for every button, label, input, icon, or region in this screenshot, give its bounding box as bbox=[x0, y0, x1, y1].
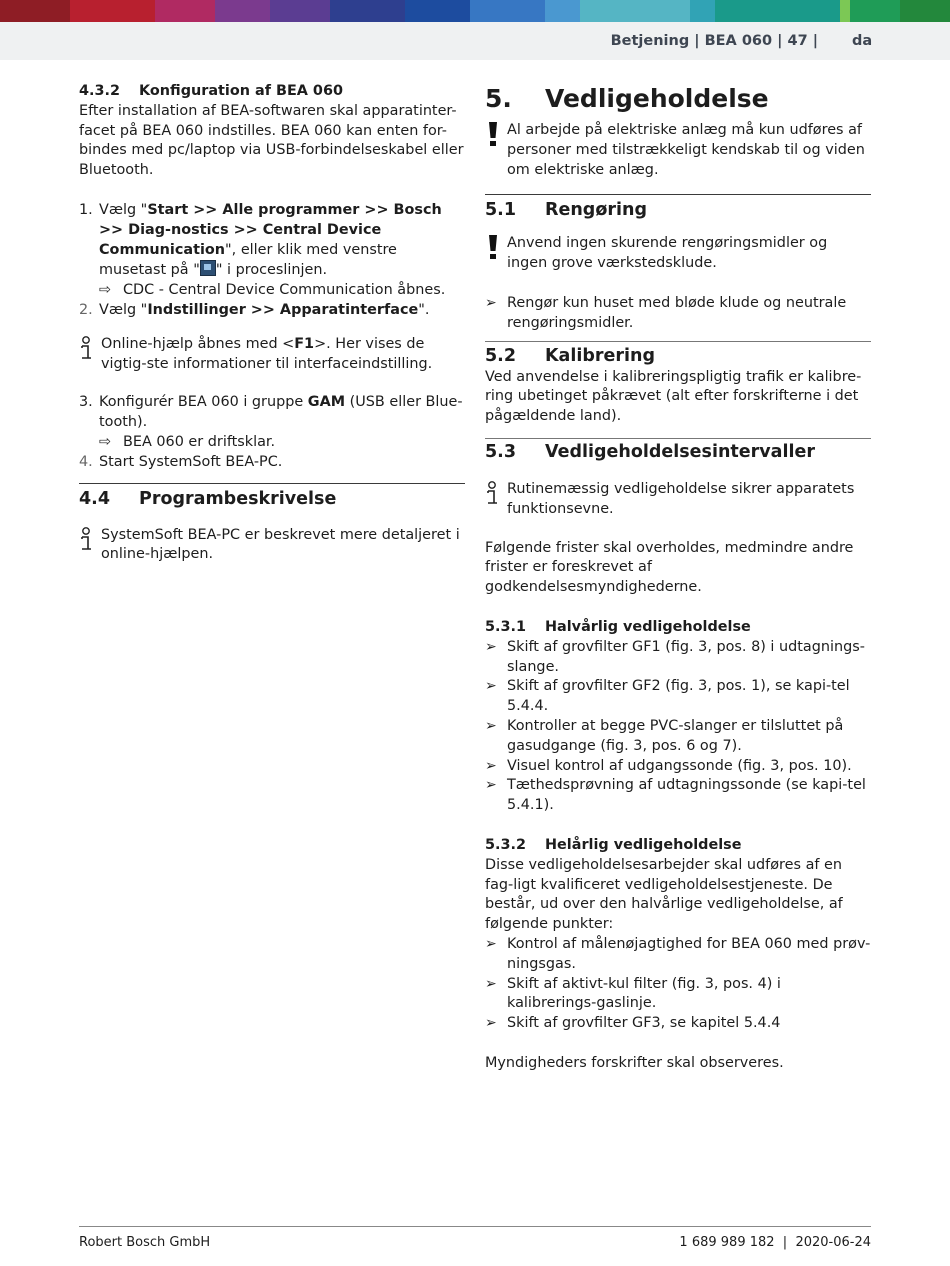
band-segment bbox=[70, 0, 155, 22]
section-5-2-heading: 5.2 Kalibrering bbox=[485, 345, 656, 366]
bullet-item: ➢ Skift af grovfilter GF1 (fig. 3, pos. 8) i udtagnings-slange. bbox=[485, 638, 865, 675]
section-5-2-body: Ved anvendelse i kalibreringspligtig trafik er kalibre-ring ubetinget påkrævet (alt efter forskrifterne i det pågældende land). bbox=[485, 368, 862, 425]
bullet-item: ➢ Kontrol af målenøjagtighed for BEA 060 med prøv-ningsgas. bbox=[485, 935, 871, 972]
info-note-online-help: SystemSoft BEA-PC er beskrevet mere detaljeret i online-hjælpen. bbox=[79, 526, 465, 566]
step-2: 2. Vælg "Indstillinger >> Apparatinterface". bbox=[79, 301, 430, 318]
right-column bbox=[485, 82, 871, 1074]
section-5-3-2-body: Disse vedligeholdelsesarbejder skal udføres af en fag-ligt kvalificeret vedligeholdelsestjeneste. De består, ud over den halvårlige vedligeholdelse, af følgende punkter: bbox=[485, 856, 843, 933]
bullet-item: ➢ Skift af grovfilter GF2 (fig. 3, pos. 1), se kapi-tel 5.4.4. bbox=[485, 678, 850, 715]
bullet-arrow-icon: ➢ bbox=[485, 638, 497, 655]
info-icon bbox=[79, 526, 95, 554]
bullet-arrow-icon: ➢ bbox=[485, 717, 497, 734]
step-4: 4. Start SystemSoft BEA-PC. bbox=[79, 453, 283, 470]
bullet-item: ➢ Skift af aktivt-kul filter (fig. 3, pos. 4) i kalibrerings-gaslinje. bbox=[485, 975, 781, 1012]
band-segment bbox=[215, 0, 270, 22]
band-segment bbox=[715, 0, 840, 22]
warning-cleaning: Anvend ingen skurende rengøringsmidler og ingen grove værkstedsklude. bbox=[485, 234, 871, 274]
band-segment bbox=[0, 0, 70, 22]
band-segment bbox=[690, 0, 715, 22]
band-segment bbox=[545, 0, 580, 22]
steps-list-2 bbox=[79, 393, 465, 472]
closing-statement: Myndigheders forskrifter skal observeres. bbox=[485, 1054, 784, 1071]
info-icon bbox=[79, 335, 95, 363]
steps-list bbox=[79, 201, 465, 321]
section-4-3-2-heading: 4.3.2 Konfiguration af BEA 060 bbox=[79, 83, 343, 99]
footer-doc-number-date: 1 689 989 182 | 2020-06-24 bbox=[679, 1235, 871, 1250]
result-arrow-icon: ⇨ bbox=[99, 282, 112, 299]
bullet-arrow-icon: ➢ bbox=[485, 757, 497, 774]
info-note-maintenance: Rutinemæssig vedligeholdelse sikrer apparatets funktionsevne. bbox=[485, 480, 871, 520]
left-column bbox=[79, 82, 465, 565]
band-segment bbox=[330, 0, 405, 22]
bullet-item: ➢ Visuel kontrol af udgangssonde (fig. 3, pos. 10). bbox=[485, 757, 871, 777]
warning-electrical: Al arbejde på elektriske anlæg må kun udføres af personer med tilstrækkeligt kendskab til og viden om elektriske anlæg. bbox=[485, 121, 871, 180]
step-3: 3. Konfigurér BEA 060 i gruppe GAM (USB eller Blue-tooth). ⇨ BEA 060 er driftsklar. bbox=[79, 393, 465, 452]
footer-company: Robert Bosch GmbH bbox=[79, 1235, 211, 1250]
section-5-1-heading: 5.1 Rengøring bbox=[485, 200, 647, 221]
band-segment bbox=[470, 0, 545, 22]
band-segment bbox=[155, 0, 215, 22]
band-segment bbox=[580, 0, 690, 22]
info-note-f1: Online-hjælp åbnes med <F1>. Her vises de vigtig-ste informationer til interfaceindstilling. bbox=[79, 335, 465, 375]
band-segment bbox=[900, 0, 950, 22]
band-segment bbox=[270, 0, 330, 22]
warning-exclamation-icon bbox=[485, 121, 501, 149]
bullet-arrow-icon: ➢ bbox=[485, 975, 497, 992]
step-3-result: ⇨ BEA 060 er driftsklar. bbox=[99, 433, 465, 453]
step-1: 1. Vælg "Start >> Alle programmer >> Bosch >> Diag-nostics >> Central Device Communication", eller klik med venstre musetast på " " i proceslinjen. ⇨ CDC - Central Device Communication åbnes. bbox=[79, 201, 465, 301]
warning-exclamation-icon bbox=[485, 234, 501, 262]
band-segment bbox=[850, 0, 900, 22]
footer-divider bbox=[79, 1226, 871, 1227]
step-1-result: ⇨ CDC - Central Device Communication åbnes. bbox=[99, 281, 465, 301]
bullet-arrow-icon: ➢ bbox=[485, 678, 497, 695]
section-4-4-heading: 4.4 Programbeskrivelse bbox=[79, 488, 337, 509]
bullet-arrow-icon: ➢ bbox=[485, 294, 497, 311]
taskbar-cdc-icon bbox=[200, 260, 216, 276]
section-5-3-2-heading: 5.3.2 Helårlig vedligeholdelse bbox=[485, 836, 742, 853]
running-header: Betjening | BEA 060 | 47 | bbox=[610, 33, 818, 49]
result-arrow-icon: ⇨ bbox=[99, 433, 112, 450]
chapter-5-heading: 5. Vedligeholdelse bbox=[485, 84, 769, 113]
band-segment bbox=[840, 0, 850, 22]
section-5-3-1-heading: 5.3.1 Halvårlig vedligeholdelse bbox=[485, 618, 751, 635]
bullet-item: ➢ Skift af grovfilter GF3, se kapitel 5.4.4 bbox=[485, 1014, 871, 1034]
bullet-item: ➢ Kontroller at begge PVC-slanger er tilsluttet på gasudgange (fig. 3, pos. 6 og 7). bbox=[485, 717, 844, 754]
language-code: da bbox=[852, 33, 873, 49]
section-4-3-2-body: Efter installation af BEA-softwaren skal apparatinter-facet på BEA 060 indstilles. BEA 060 kan enten for-bindes med pc/laptop via USB-forbindelseskabel eller Bluetooth. bbox=[79, 102, 464, 179]
bullet-arrow-icon: ➢ bbox=[485, 1015, 497, 1032]
color-band bbox=[0, 0, 950, 22]
bullet-item: ➢ Tæthedsprøvning af udtagningssonde (se kapi-tel 5.4.1). bbox=[485, 777, 866, 814]
bullet-arrow-icon: ➢ bbox=[485, 935, 497, 952]
section-5-3-heading: 5.3 Vedligeholdelsesintervaller bbox=[485, 441, 815, 462]
bullet-arrow-icon: ➢ bbox=[485, 777, 497, 794]
band-segment bbox=[405, 0, 470, 22]
section-5-3-body: Følgende frister skal overholdes, medmindre andre frister er foreskrevet af godkendelsesmyndighederne. bbox=[485, 539, 854, 596]
bullet-item: ➢ Rengør kun huset med bløde klude og neutrale rengøringsmidler. bbox=[485, 294, 847, 331]
info-icon bbox=[485, 480, 501, 508]
